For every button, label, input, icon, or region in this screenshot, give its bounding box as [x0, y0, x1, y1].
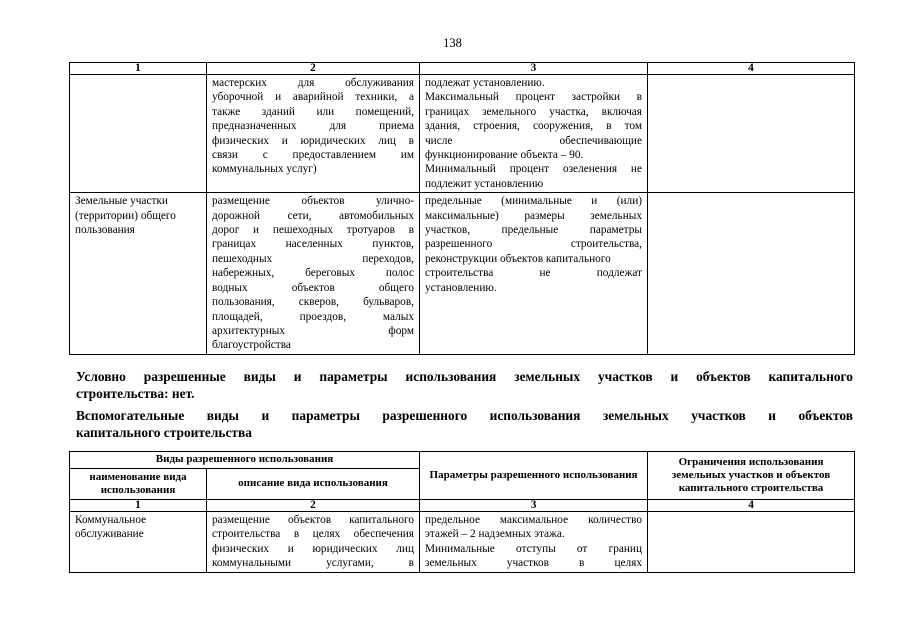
parameters-header: Параметры разрешенного использования	[420, 452, 648, 500]
text-line: подлежат установлению.	[425, 77, 545, 89]
use-description-cell	[207, 75, 420, 193]
parameters-cell	[420, 193, 648, 354]
restrictions-cell	[648, 193, 855, 354]
header-row	[70, 452, 855, 469]
text-line: пользования, скверов, бульваров,	[212, 296, 414, 309]
column-number: 4	[648, 500, 855, 512]
text-line: площадей, проездов, малых	[212, 310, 414, 323]
text-line: Максимальный процент застройки в	[425, 91, 642, 104]
auxiliary-uses-heading	[76, 407, 853, 441]
text-line: размещение объектов капитального	[212, 514, 415, 526]
text-line: Земельные участки	[75, 195, 168, 208]
text-line: физических и юридических лиц в	[212, 134, 414, 147]
column-number: 3	[420, 500, 648, 512]
text-line: установлению.	[425, 281, 497, 294]
text-line: архитектурных форм	[212, 324, 414, 337]
use-name-cell	[70, 75, 207, 193]
restrictions-cell	[648, 75, 855, 193]
column-number: 3	[420, 63, 648, 75]
column-number: 2	[207, 500, 420, 512]
table-row	[70, 193, 855, 354]
text-line: границах населенных пунктов,	[212, 238, 414, 251]
text-line: уборочной и аварийной техники, а	[212, 91, 414, 104]
text-line: коммунальными услугами, в	[212, 557, 415, 570]
column-number-row	[70, 500, 855, 512]
column-number: 2	[207, 63, 420, 75]
use-description-cell	[207, 193, 420, 354]
text-line: участков, предельные параметры	[425, 224, 642, 237]
restrictions-cell	[648, 512, 855, 573]
text-line: набережных, береговых полос	[212, 267, 414, 280]
text-line: физических и юридических лиц	[212, 542, 415, 555]
text-line: водных объектов общего	[212, 281, 414, 294]
heading-line: капитального строительства	[76, 425, 252, 440]
text-line: дорог и пешеходных тротуаров в	[212, 224, 414, 237]
heading-line: Условно разрешенные виды и параметры использования земельных участков и объектов капитального	[76, 369, 853, 384]
regulations-table-continued	[69, 62, 855, 355]
use-description-header: описание вида использования	[207, 469, 420, 500]
table-row	[70, 75, 855, 193]
use-name-cell	[70, 193, 207, 354]
text-line: коммунальных услуг)	[212, 163, 317, 176]
text-line: Минимальные отступы от границ	[425, 542, 643, 555]
text-line: также зданий или помещений,	[212, 105, 414, 118]
text-line: пешеходных переходов,	[212, 252, 414, 265]
text-line: предназначенных для приема	[212, 120, 414, 133]
table-row	[70, 512, 855, 573]
text-line: (территории) общего	[75, 209, 176, 222]
heading-line: Вспомогательные виды и параметры разрешенного использования земельных участков и объектов	[76, 408, 853, 423]
auxiliary-uses-table	[69, 451, 855, 573]
conditional-uses-heading	[76, 368, 853, 402]
text-line: связи с предоставлением им	[212, 149, 414, 162]
text-line: здания, строения, сооружения, в том	[425, 120, 642, 133]
text-line: размещение объектов улично-	[212, 195, 414, 208]
column-number-row	[70, 63, 855, 75]
use-name-header: наименование вида использования	[70, 469, 207, 500]
text-line: этажей – 2 надземных этажа.	[425, 528, 565, 541]
text-line: Коммунальное	[75, 514, 147, 526]
text-line: границах земельного участка, включая	[425, 105, 642, 118]
text-line: земельных участков в целях	[425, 557, 643, 570]
text-line: предельное максимальное количество	[425, 514, 643, 526]
use-description-cell	[207, 512, 420, 573]
text-line: предельные (минимальные и (или)	[425, 195, 642, 208]
column-number: 1	[70, 500, 207, 512]
heading-line: строительства: нет.	[76, 386, 195, 401]
text-line: разрешенного строительства,	[425, 238, 642, 251]
restrictions-header: Ограничения использования земельных участков и объектов капитального строительства	[648, 452, 855, 500]
text-line: функционирование объекта – 90.	[425, 149, 584, 162]
text-line: подлежит установлению	[425, 177, 544, 190]
text-line: обслуживание	[75, 528, 144, 541]
page-number: 138	[443, 36, 462, 50]
text-line: Минимальный процент озеленения не	[425, 163, 642, 176]
column-number: 4	[648, 63, 855, 75]
use-name-cell	[70, 512, 207, 573]
text-line: пользования	[75, 224, 135, 237]
text-line: реконструкции объектов капитального	[425, 252, 611, 265]
column-number: 1	[70, 63, 207, 75]
text-line: дорожной сети, автомобильных	[212, 209, 414, 222]
text-line: строительства в целях обеспечения	[212, 528, 415, 541]
parameters-cell	[420, 75, 648, 193]
text-line: числе обеспечивающие	[425, 134, 642, 147]
text-line: максимальные) размеры земельных	[425, 209, 642, 222]
text-line: строительства не подлежат	[425, 267, 642, 280]
text-line: благоустройства	[212, 339, 291, 352]
permitted-uses-group-header: Виды разрешенного использования	[70, 452, 420, 469]
text-line: мастерских для обслуживания	[212, 77, 414, 89]
parameters-cell	[420, 512, 648, 573]
